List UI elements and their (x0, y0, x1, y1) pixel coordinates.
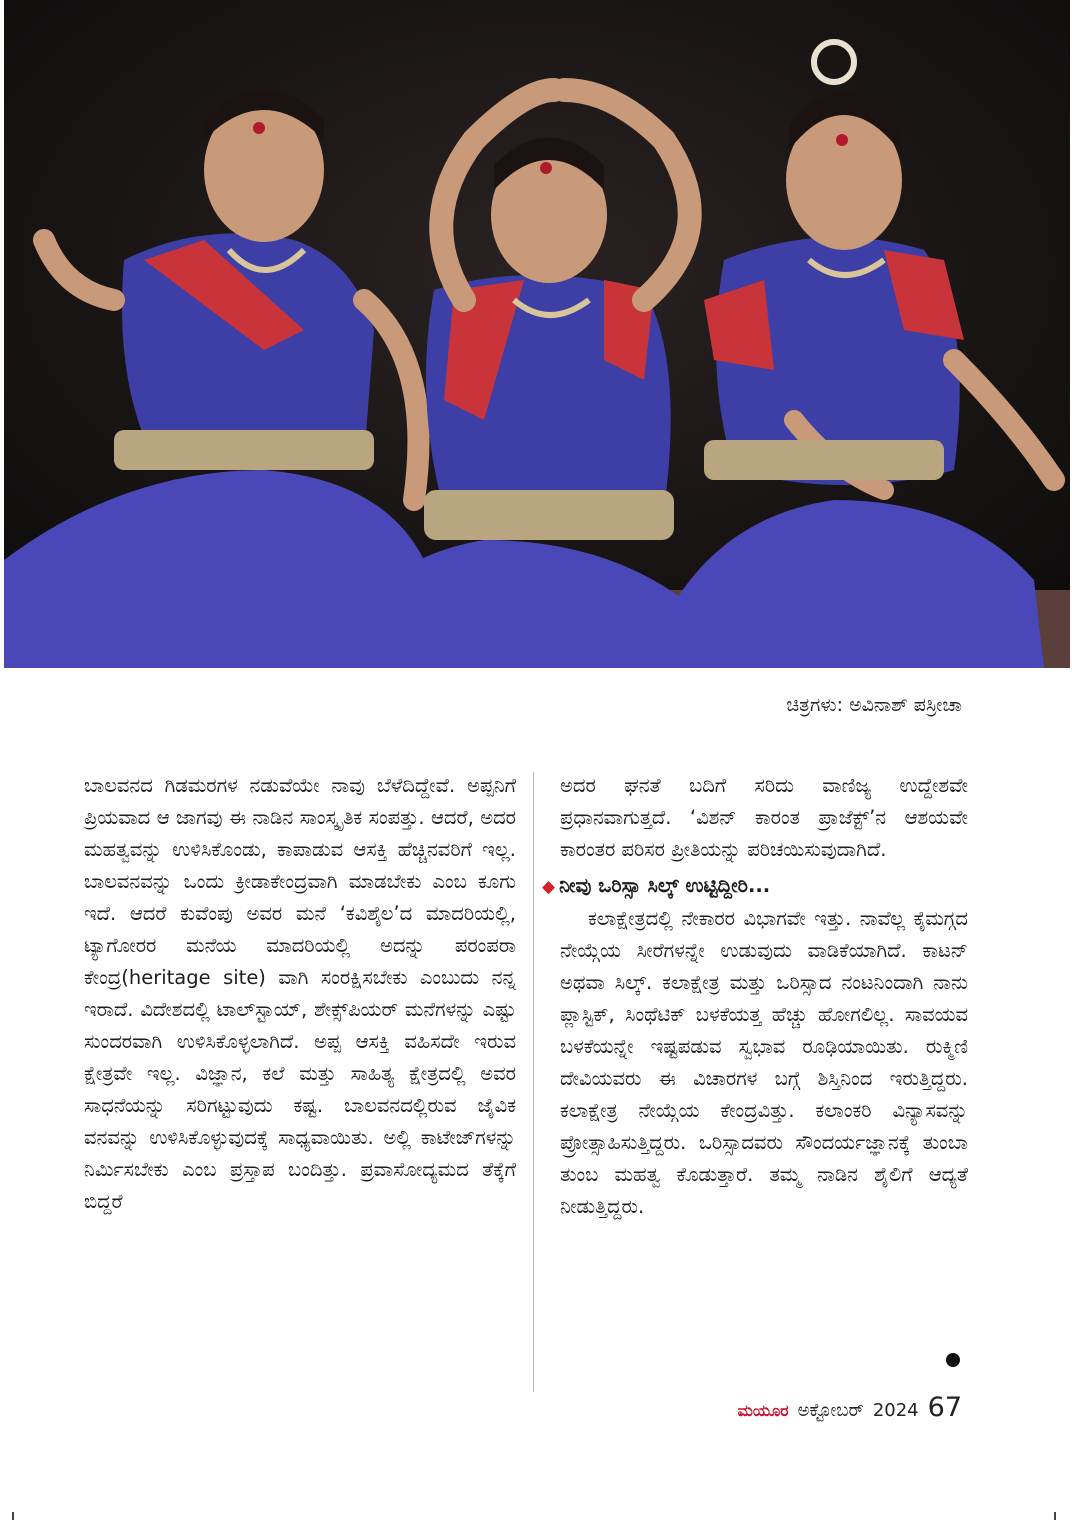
answer-paragraph: ಕಲಾಕ್ಷೇತ್ರದಲ್ಲಿ ನೇಕಾರರ ವಿಭಾಗವೇ ಇತ್ತು. ನಾವೆಲ್ಲ ಕೈಮಗ್ಗದ ನೇಯ್ಗೆಯ ಸೀರೆಗಳನ್ನೇ ಉಡುವುದು ವಾಡಿಕೆಯಾಗಿದೆ. ಕಾಟನ್ ಅಥವಾ ಸಿಲ್ಕ್. ಕಲಾಕ್ಷೇತ್ರ ಮತ್ತು ಒರಿಸ್ಸಾದ ನಂಟನಿಂದಾಗಿ ನಾನು ಪ್ಲಾಸ್ಟಿಕ್, ಸಿಂಥೆಟಿಕ್ ಬಳಕೆಯತ್ತ ಹೆಚ್ಚು ಹೋಗಲಿಲ್ಲ. ಸಾವಯವ ಬಳಕೆಯನ್ನೇ ಇಷ್ಟಪಡುವ ಸ್ವಭಾವ ರೂಢಿಯಾಯಿತು. ರುಕ್ಮಿಣಿ ದೇವಿಯವರು ಈ ವಿಚಾರಗಳ ಬಗ್ಗೆ ಶಿಸ್ತಿನಿಂದ ಇರುತ್ತಿದ್ದರು. ಕಲಾಕ್ಷೇತ್ರ ನೇಯ್ಗೆಯ ಕೇಂದ್ರವಿತ್ತು. ಕಲಾಂಕರಿ ವಿನ್ಯಾಸವನ್ನು ಪ್ರೋತ್ಸಾಹಿಸುತ್ತಿದ್ದರು. ಒರಿಸ್ಸಾದವರು ಸೌಂದರ್ಯಜ್ಞಾನಕ್ಕೆ ತುಂಬಾ ತುಂಬ ಮಹತ್ವ ಕೊಡುತ್ತಾರೆ. ತಮ್ಮ ನಾಡಿನ ಶೈಲಿಗೆ ಆದ್ಯತೆ ನೀಡುತ್ತಿದ್ದರು. (560, 907, 968, 1218)
diamond-bullet-icon: ◆ (542, 877, 556, 897)
crop-mark (12, 1512, 14, 1520)
question-text: ನೀವು ಒರಿಸ್ಸಾ ಸಿಲ್ಕ್ ಉಟ್ಟಿದ್ದೀರಿ... (559, 874, 771, 897)
article-paragraph: ಅದರ ಘನತೆ ಬದಿಗೆ ಸರಿದು ವಾಣಿಜ್ಯ ಉದ್ದೇಶವೇ ಪ್ರಧಾನವಾಗುತ್ತದೆ. ‘ವಿಶನ್ ಕಾರಂತ ಪ್ರಾಜೆಕ್ಟ್’ನ ಆಶಯವೇ ಕಾರಂತರ ಪರಿಸರ ಪ್ರೀತಿಯನ್ನು ಪರಿಚಯಿಸುವುದಾಗಿದೆ. (560, 774, 968, 861)
issue-month: ಅಕ್ಟೋಬರ್ (797, 1400, 864, 1421)
dancers-illustration (4, 0, 1070, 668)
magazine-logo: ಮಯೂರ (737, 1401, 789, 1420)
crop-mark (1054, 1512, 1056, 1520)
article-paragraph: ಬಾಲವನದ ಗಿಡಮರಗಳ ನಡುವೆಯೇ ನಾವು ಬೆಳೆದಿದ್ದೇವೆ. ಅಪ್ಪನಿಗೆ ಪ್ರಿಯವಾದ ಆ ಜಾಗವು ಈ ನಾಡಿನ ಸಾಂಸ್ಕೃತಿಕ ಸಂಪತ್ತು. ಆದರೆ, ಅದರ ಮಹತ್ವವನ್ನು ಉಳಿಸಿಕೊಂಡು, ಕಾಪಾಡುವ ಆಸಕ್ತಿ ಹೆಚ್ಚಿನವರಿಗೆ ಇಲ್ಲ. ಬಾಲವನವನ್ನು ಒಂದು ಕ್ರೀಡಾಕೇಂದ್ರವಾಗಿ ಮಾಡಬೇಕು ಎಂಬ ಕೂಗು ಇದೆ. ಆದರೆ ಕುವೆಂಪು ಅವರ ಮನೆ ‘ಕವಿಶೈಲ’ದ ಮಾದರಿಯಲ್ಲಿ, ಟ್ಯಾಗೋರರ ಮನೆಯ ಮಾದರಿಯಲ್ಲಿ ಅದನ್ನು ಪರಂಪರಾ ಕೇಂದ್ರ(heritage site) ವಾಗಿ ಸಂರಕ್ಷಿಸಬೇಕು ಎಂಬುದು ನನ್ನ ಇರಾದೆ. ವಿದೇಶದಲ್ಲಿ ಟಾಲ್‌ಸ್ಟಾಯ್, ಶೇಕ್ಸ್‌ಪಿಯರ್ ಮನೆಗಳನ್ನು ಎಷ್ಟು ಸುಂದರವಾಗಿ ಉಳಿಸಿಕೊಳ್ಳಲಾಗಿದೆ. ಅಪ್ಪ ಆಸಕ್ತಿ ವಹಿಸದೇ ಇರುವ ಕ್ಷೇತ್ರವೇ ಇಲ್ಲ. ವಿಜ್ಞಾನ, ಕಲೆ ಮತ್ತು ಸಾಹಿತ್ಯ ಕ್ಷೇತ್ರದಲ್ಲಿ ಅವರ ಸಾಧನೆಯನ್ನು ಸರಿಗಟ್ಟುವುದು ಕಷ್ಟ. ಬಾಲವನದಲ್ಲಿರುವ ಜೈವಿಕ ವನವನ್ನು ಉಳಿಸಿಕೊಳ್ಳುವುದಕ್ಕೆ ಸಾಧ್ಯವಾಯಿತು. ಅಲ್ಲಿ ಕಾಟೇಜ್‌ಗಳನ್ನು ನಿರ್ಮಿಸಬೇಕು ಎಂಬ ಪ್ರಸ್ತಾಪ ಬಂದಿತ್ತು. ಪ್ರವಾಸೋದ್ಯಮದ ತೆಕ್ಕೆಗೆ ಬಿದ್ದರೆ (84, 774, 516, 1213)
interview-question (542, 870, 968, 903)
issue-year: 2024 (872, 1400, 919, 1421)
page-footer (690, 1392, 962, 1423)
article-left-column (84, 770, 516, 1218)
article-right-column (542, 770, 968, 1223)
photo-credit: ಚಿತ್ರಗಳು: ಅವಿನಾಶ್ ಪಸ್ರೀಚಾ (786, 694, 962, 716)
end-of-article-bullet-icon (946, 1353, 960, 1367)
column-divider (533, 772, 534, 1392)
page-number: 67 (927, 1392, 962, 1423)
dancers-photo (4, 0, 1070, 668)
